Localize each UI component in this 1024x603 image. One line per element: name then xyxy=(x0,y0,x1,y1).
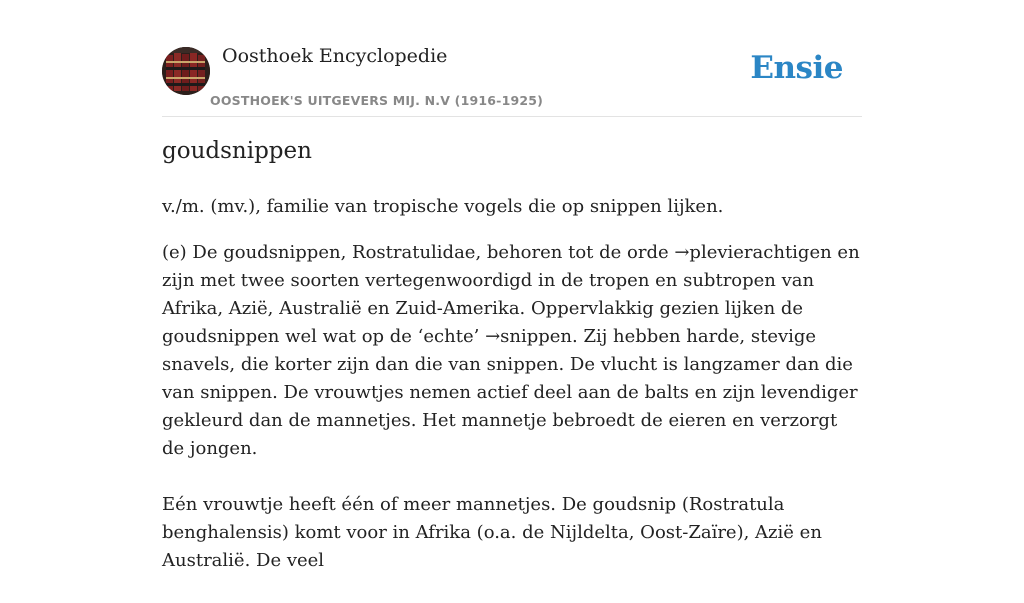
paragraph-text: (e) De goudsnippen, Rostratulidae, behoren tot de orde xyxy=(162,242,675,263)
entry-page xyxy=(162,0,862,571)
entry-term: goudsnippen xyxy=(162,138,312,164)
link-plevierachtigen[interactable]: →plevierachtigen xyxy=(674,242,832,263)
entry-definition: v./m. (mv.), familie van tropische vogels die op snippen lijken. xyxy=(162,196,724,217)
entry-body xyxy=(162,239,862,603)
ensie-logo[interactable]: Ensie xyxy=(750,50,843,86)
paragraph-text: . Zij hebben harde, stevige snavels, die korter zijn dan die van snippen. De vlucht is langzamer dan die van snippen. De vrouwtjes nemen actief deel aan de balts en zijn levendiger gekleurd dan de mannetjes. Het mannetje bebroedt de eieren en verzorgt de jongen. xyxy=(162,326,858,459)
source-title[interactable]: Oosthoek Encyclopedie xyxy=(222,45,448,67)
link-snippen[interactable]: →snippen xyxy=(485,326,573,347)
paragraph-text: en zijn met twee soorten vertegenwoordigd in de tropen en subtropen van Afrika, Azië, Australië en Zuid-Amerika. Oppervlakkig gezien lijken de goudsnippen wel wat op de ‘echte’ xyxy=(162,242,860,347)
encyclopedia-books-icon[interactable] xyxy=(162,47,210,95)
source-subtitle: OOSTHOEK'S UITGEVERS MIJ. N.V (1916-1925) xyxy=(210,93,544,108)
entry-paragraph-1 xyxy=(162,239,862,463)
source-header xyxy=(162,0,862,117)
entry-paragraph-2: Eén vrouwtje heeft één of meer mannetjes. De goudsnip (Rostratula benghalensis) komt voor in Afrika (o.a. de Nijldelta, Oost-Zaïre), Azië en Australië. De veel xyxy=(162,494,822,571)
